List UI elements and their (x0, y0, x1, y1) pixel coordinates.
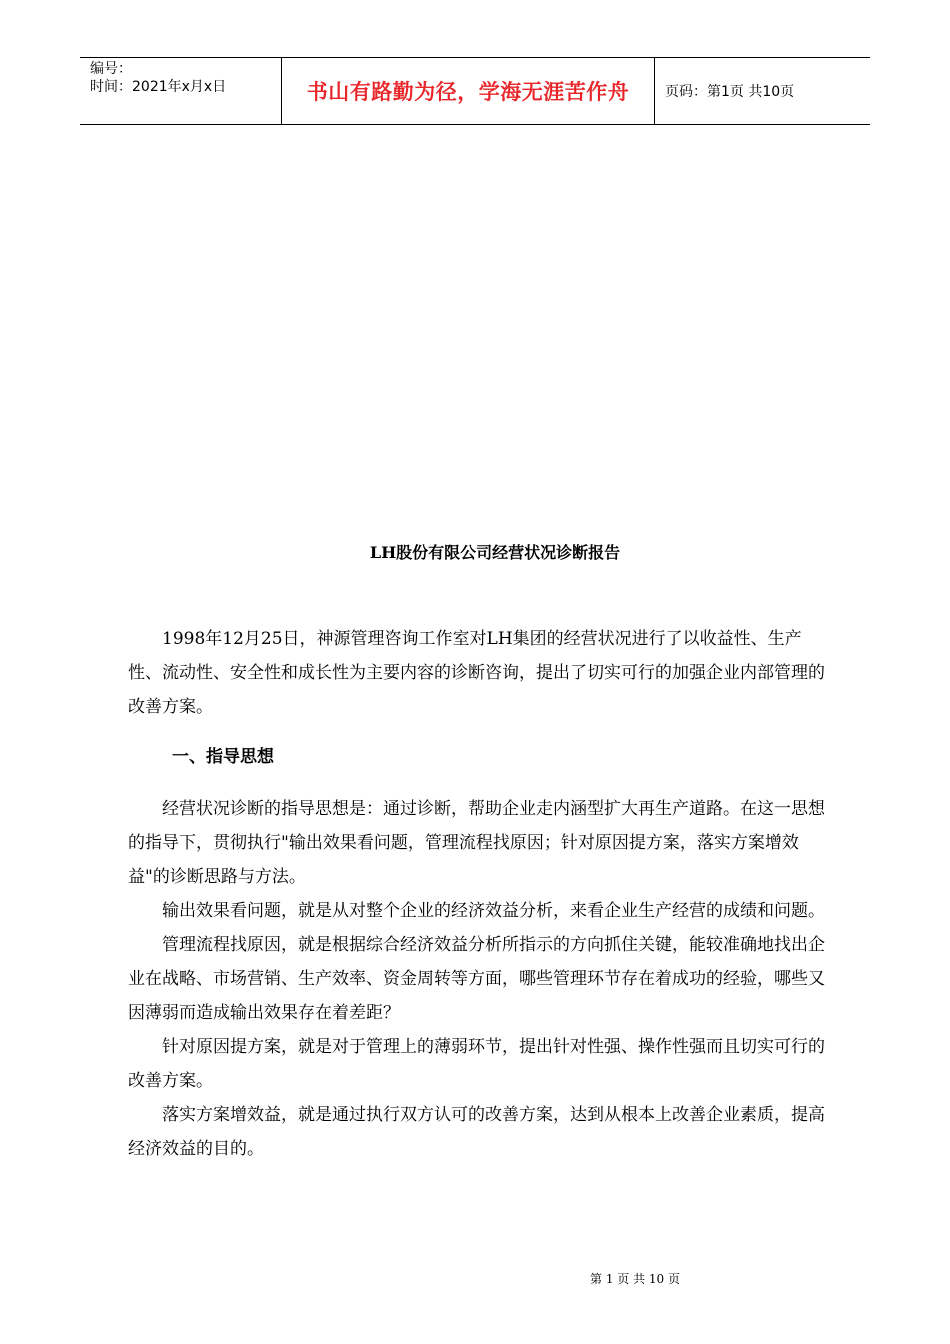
page-footer (0, 1270, 950, 1287)
page-header (80, 57, 870, 125)
header-motto: 书山有路勤为径，学海无涯苦作舟 (306, 80, 630, 104)
header-meta (80, 58, 281, 124)
intro-block (128, 622, 828, 724)
header-motto-cell (281, 58, 655, 124)
document-title: LH股份有限公司经营状况诊断报告 (369, 543, 621, 562)
paragraph: 输出效果看问题，就是从对整个企业的经济效益分析，来看企业生产经营的成绩和问题。 (162, 901, 825, 921)
paragraph: 落实方案增效益，就是通过执行双方认可的改善方案，达到从根本上改善企业素质，提高经济效益的目的。 (128, 1105, 825, 1159)
time-label: 时间：2021年x月x日 (90, 79, 227, 95)
paragraph: 针对原因提方案，就是对于管理上的薄弱环节，提出针对性强、操作性强而且切实可行的改善方案。 (128, 1037, 825, 1091)
section-heading: 一、指导思想 (172, 747, 274, 767)
header-page-info: 页码：第1页 共10页 (665, 84, 795, 100)
section-1-heading-block (128, 740, 828, 774)
footer-page-number: 第 1 页 共 10 页 (590, 1272, 680, 1286)
header-page-info-cell (655, 58, 870, 124)
paragraph: 管理流程找原因，就是根据综合经济效益分析所指示的方向抓住关键，能较准确地找出企业在战略、市场营销、生产效率、资金周转等方面，哪些管理环节存在着成功的经验，哪些又因薄弱而造成输出效果存在着差距？ (128, 935, 825, 1023)
intro-paragraph: 1998年12月25日，神源管理咨询工作室对LH集团的经营状况进行了以收益性、生产性、流动性、安全性和成长性为主要内容的诊断咨询，提出了切实可行的加强企业内部管理的改善方案。 (128, 629, 825, 717)
paragraph: 经营状况诊断的指导思想是：通过诊断，帮助企业走内涵型扩大再生产道路。在这一思想的指导下，贯彻执行"输出效果看问题，管理流程找原因；针对原因提方案，落实方案增效益"的诊断思路与方法。 (128, 799, 825, 887)
section-1-body (128, 792, 828, 1166)
serial-number-label: 编号： (90, 61, 132, 77)
